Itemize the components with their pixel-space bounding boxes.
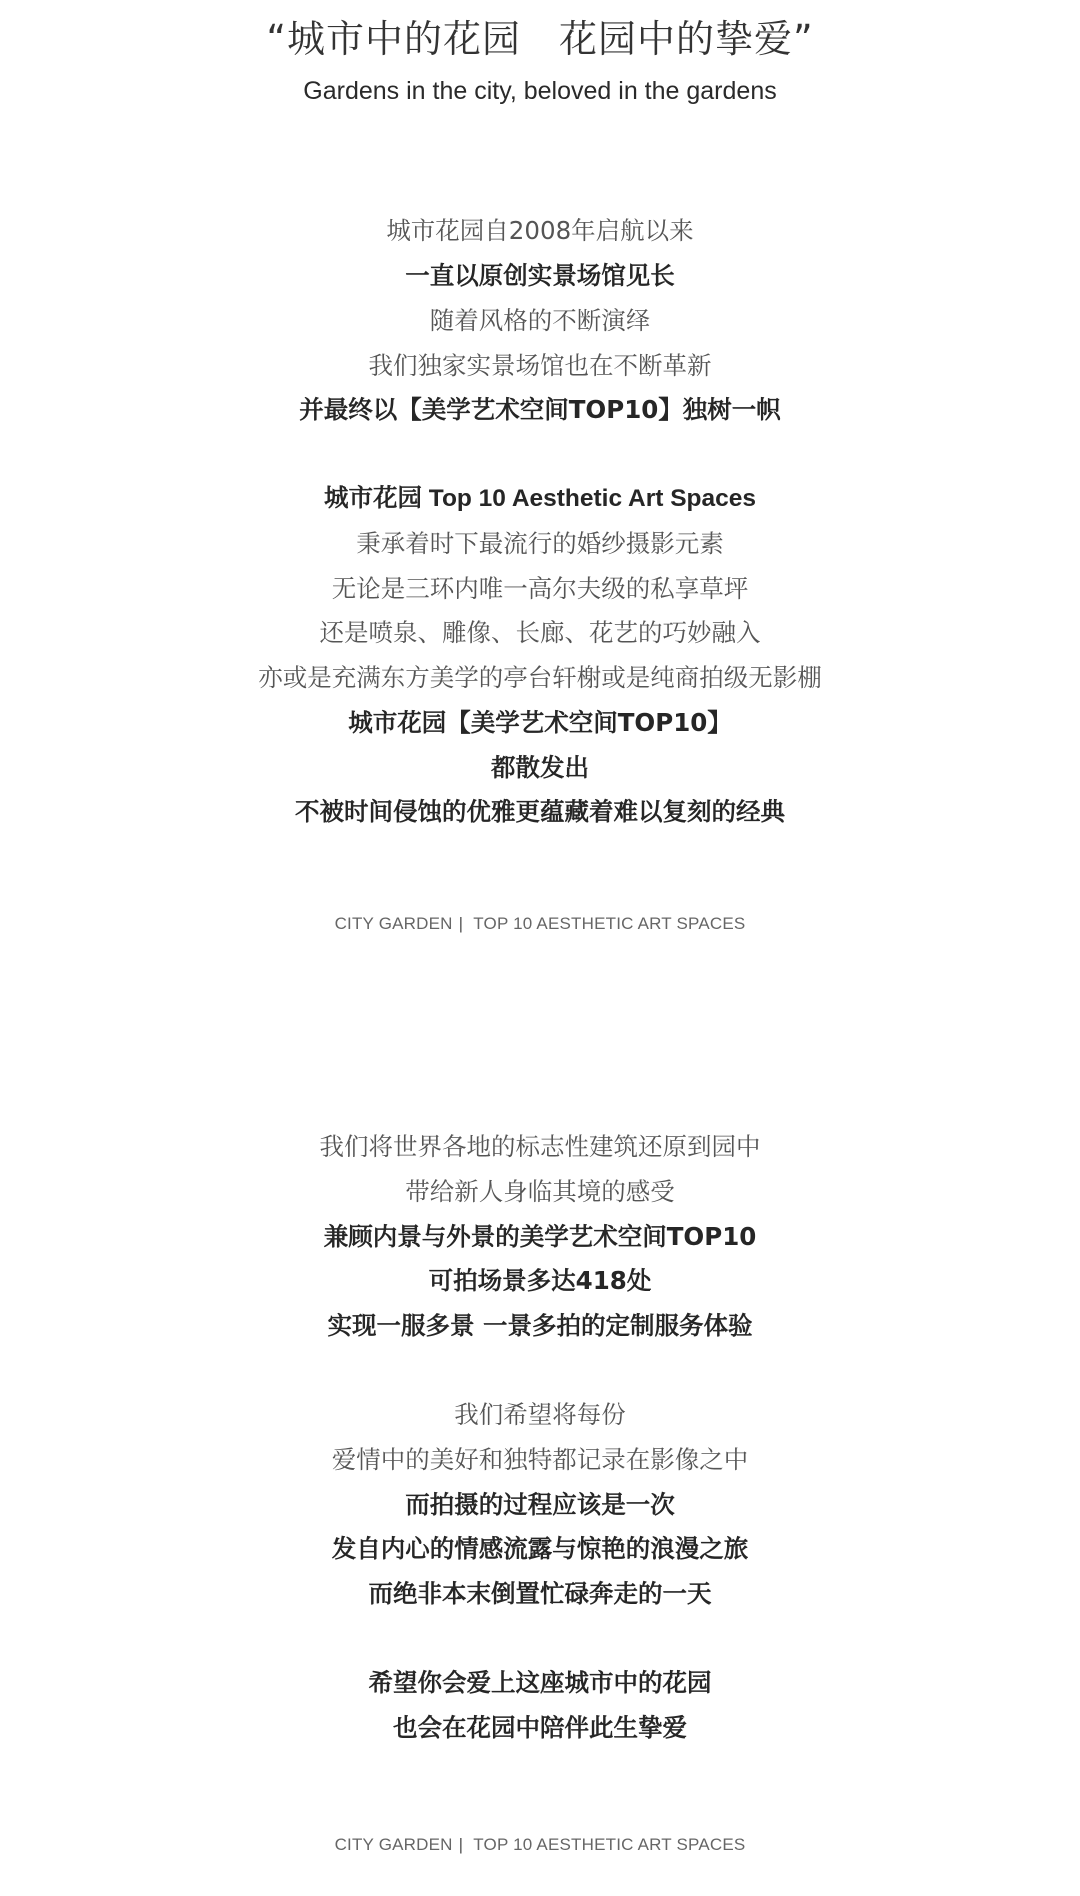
section2-line-2: 秉承着时下最流行的婚纱摄影元素	[356, 529, 724, 558]
tagline-separator: |	[458, 914, 464, 933]
section2-line-7: 都散发出	[491, 753, 589, 782]
tagline-brand: CITY GARDEN	[334, 914, 453, 933]
section1-line-5: 并最终以【美学艺术空间TOP10】独树一帜	[299, 395, 781, 424]
section4-line-1: 我们希望将每份	[454, 1400, 626, 1429]
tagline-text: TOP 10 AESTHETIC ART SPACES	[473, 1835, 746, 1854]
section2-line-4: 还是喷泉、雕像、长廊、花艺的巧妙融入	[319, 618, 761, 647]
section1-line-1: 城市花园自2008年启航以来	[386, 216, 694, 245]
page-title	[0, 17, 1080, 61]
section4-line-3: 而拍摄的过程应该是一次	[405, 1490, 675, 1519]
section4-line-2: 爱情中的美好和独特都记录在影像之中	[331, 1445, 749, 1474]
section4-line-4: 发自内心的情感流露与惊艳的浪漫之旅	[331, 1534, 749, 1563]
section1-line-2: 一直以原创实景场馆见长	[405, 261, 675, 290]
section3-line-1: 我们将世界各地的标志性建筑还原到园中	[319, 1132, 761, 1161]
section2-line-1: 城市花园 Top 10 Aesthetic Art Spaces	[323, 485, 757, 512]
section5-line-1: 希望你会爱上这座城市中的花园	[368, 1668, 712, 1697]
section3-line-4: 可拍场景多达418处	[428, 1266, 652, 1295]
section3-line-2: 带给新人身临其境的感受	[405, 1177, 675, 1206]
tagline-bottom	[0, 1836, 1080, 1853]
tagline-top	[0, 915, 1080, 932]
section2-line-8: 不被时间侵蚀的优雅更蕴藏着难以复刻的经典	[295, 797, 785, 826]
page-subtitle: Gardens in the city, beloved in the gardens	[303, 77, 777, 105]
section5-line-2: 也会在花园中陪伴此生挚爱	[393, 1713, 687, 1742]
section3-line-5: 实现一服多景 一景多拍的定制服务体验	[327, 1311, 753, 1340]
section4-line-5: 而绝非本末倒置忙碌奔走的一天	[368, 1579, 712, 1608]
tagline-brand: CITY GARDEN	[334, 1835, 453, 1854]
title-cn-part1: “城市中的花园	[266, 17, 521, 61]
section2-line-3: 无论是三环内唯一高尔夫级的私享草坪	[331, 574, 749, 603]
tagline-separator: |	[458, 1835, 464, 1854]
section2-line-5: 亦或是充满东方美学的亭台轩榭或是纯商拍级无影棚	[258, 663, 822, 692]
section2-line-6: 城市花园【美学艺术空间TOP10】	[348, 708, 732, 737]
section1-line-4: 我们独家实景场馆也在不断革新	[368, 351, 712, 380]
section3-line-3: 兼顾内景与外景的美学艺术空间TOP10	[323, 1222, 757, 1251]
section1-line-3: 随着风格的不断演绎	[429, 306, 651, 335]
title-cn-part2: 花园中的挚爱”	[559, 17, 814, 61]
tagline-text: TOP 10 AESTHETIC ART SPACES	[473, 914, 746, 933]
